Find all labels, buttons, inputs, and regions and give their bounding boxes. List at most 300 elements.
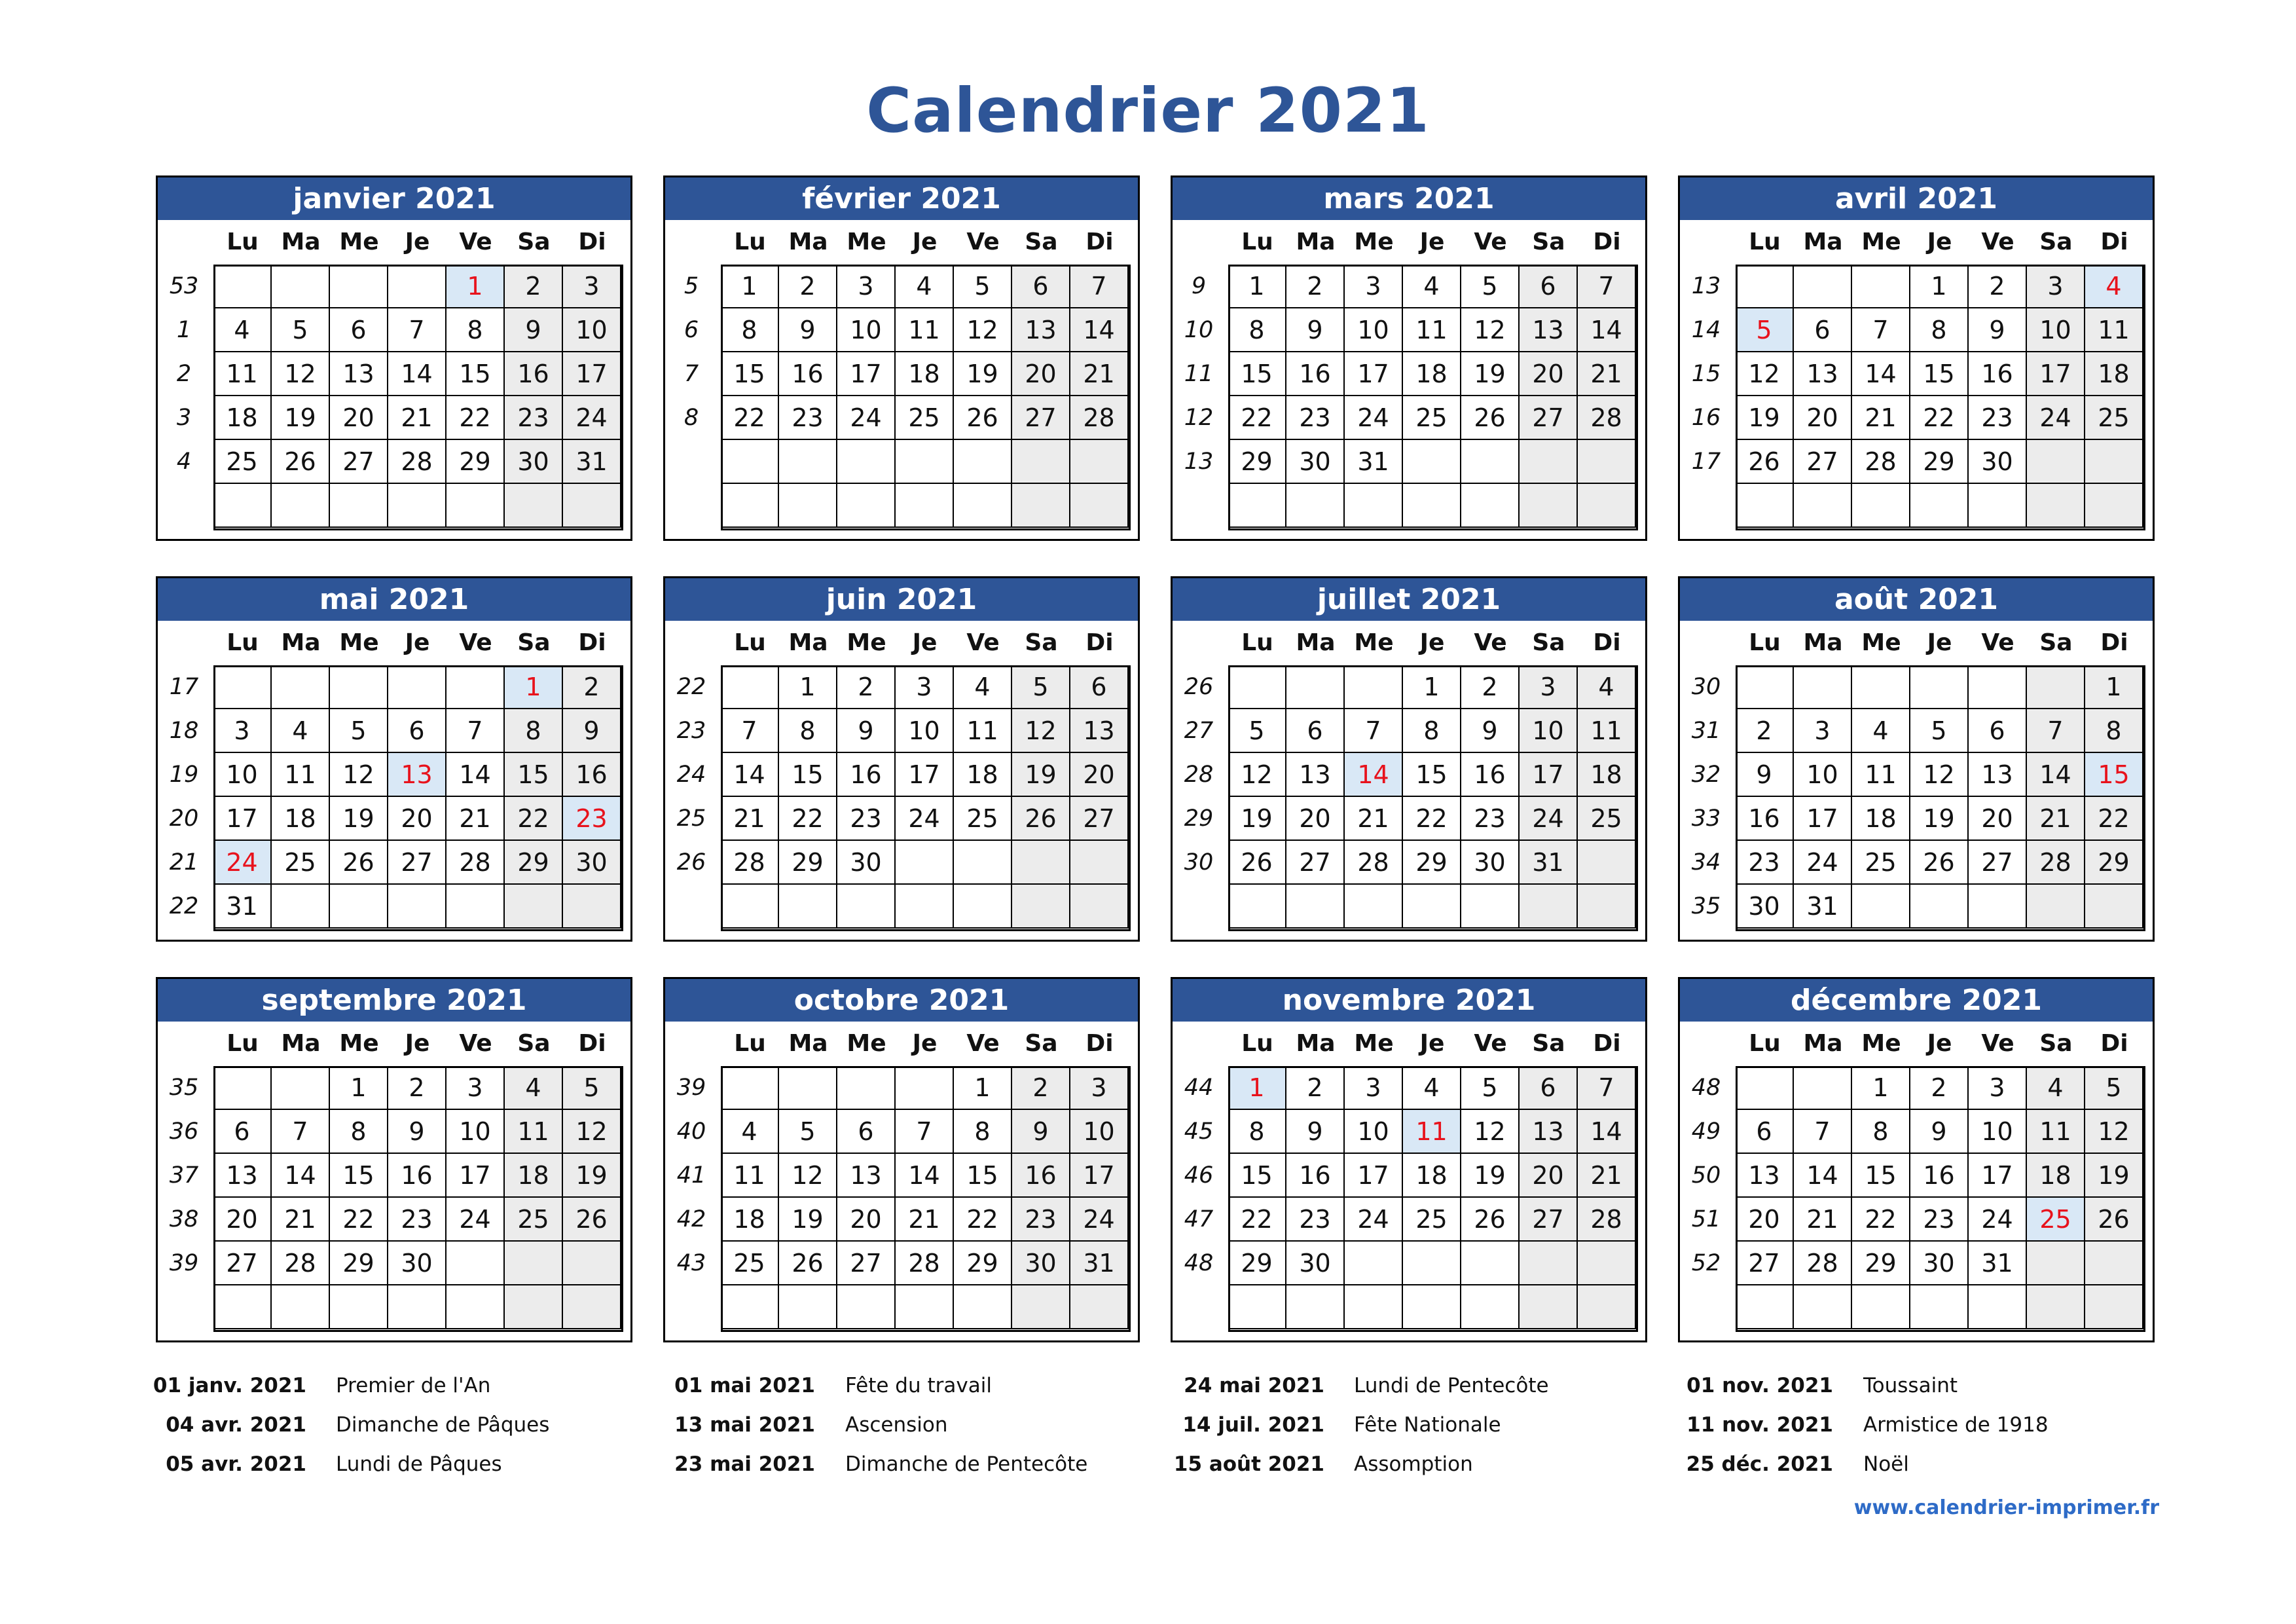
day-cell: 5 [954, 265, 1012, 308]
week-number: 4 [176, 449, 192, 475]
holiday-day-cell: 24 [213, 841, 272, 885]
day-cell: 15 [1852, 1154, 1910, 1198]
weekday-label: Me [339, 1030, 379, 1057]
day-cell [1969, 484, 2027, 528]
day-cell: 29 [2085, 841, 2143, 885]
day-cell: 26 [330, 841, 388, 885]
day-cell: 14 [1578, 1110, 1636, 1154]
day-cell: 3 [1520, 665, 1578, 709]
day-cell: 30 [388, 1242, 446, 1285]
day-cell: 23 [505, 396, 563, 440]
day-cell: 21 [1852, 396, 1910, 440]
day-cell [1070, 440, 1129, 484]
weekday-label: Je [1419, 229, 1445, 255]
day-cell [2085, 1242, 2143, 1285]
day-cell: 8 [2085, 709, 2143, 753]
day-cell: 15 [1228, 1154, 1286, 1198]
day-cell: 26 [1736, 440, 1794, 484]
day-cell: 17 [1345, 352, 1403, 396]
day-cell [1461, 885, 1520, 929]
holiday-date: 23 mai 2021 [674, 1452, 815, 1476]
day-cell [1345, 1285, 1403, 1329]
holiday-name: Dimanche de Pâques [336, 1413, 550, 1437]
day-cell [2027, 1242, 2085, 1285]
day-cell: 30 [1286, 440, 1345, 484]
holiday-date: 01 nov. 2021 [1686, 1374, 1833, 1397]
day-cell [1070, 841, 1129, 885]
day-cell: 13 [1520, 1110, 1578, 1154]
day-cell [272, 265, 330, 308]
day-cell: 25 [721, 1242, 779, 1285]
day-cell [446, 484, 505, 528]
day-cell [330, 885, 388, 929]
day-cell [388, 885, 446, 929]
week-number: 46 [1184, 1162, 1214, 1189]
day-cell: 3 [563, 265, 621, 308]
day-cell: 25 [1403, 1198, 1461, 1242]
week-number: 35 [169, 1075, 199, 1101]
weekday-label: Ve [1981, 629, 2014, 656]
day-cell: 16 [388, 1154, 446, 1198]
day-cell: 18 [1578, 753, 1636, 797]
day-cell: 11 [505, 1110, 563, 1154]
weekday-label: Sa [1025, 629, 1058, 656]
day-cell: 6 [1286, 709, 1345, 753]
weekday-label: Me [1354, 1030, 1394, 1057]
day-cell: 13 [330, 352, 388, 396]
weekday-label: Ve [459, 229, 492, 255]
day-cell: 15 [721, 352, 779, 396]
week-number: 8 [683, 405, 699, 431]
day-cell [954, 484, 1012, 528]
day-cell: 26 [563, 1198, 621, 1242]
weekday-header-row [1680, 1022, 2153, 1066]
week-number: 44 [1184, 1075, 1214, 1101]
day-cell [1286, 885, 1345, 929]
day-cell: 4 [721, 1110, 779, 1154]
month-calendar [156, 977, 632, 1342]
weekday-label: Je [405, 229, 430, 255]
day-cell [1403, 440, 1461, 484]
week-number: 36 [169, 1118, 199, 1145]
month-calendar [1171, 977, 1647, 1342]
day-cell: 27 [1070, 797, 1129, 841]
weekday-header-row [158, 220, 630, 265]
day-cell: 5 [1910, 709, 1969, 753]
day-cell: 1 [1403, 665, 1461, 709]
month-title: septembre 2021 [158, 979, 630, 1022]
day-cell: 18 [272, 797, 330, 841]
day-cell: 27 [1794, 440, 1852, 484]
weekday-header-row [665, 220, 1138, 265]
day-cell [1520, 885, 1578, 929]
day-cell: 30 [1012, 1242, 1070, 1285]
day-cell: 18 [213, 396, 272, 440]
day-cell: 9 [1286, 1110, 1345, 1154]
day-cell [272, 484, 330, 528]
day-cell: 24 [896, 797, 954, 841]
week-number: 7 [683, 361, 699, 387]
day-cell: 18 [721, 1198, 779, 1242]
week-number: 39 [169, 1250, 199, 1276]
day-cell [896, 1285, 954, 1329]
day-cell [1345, 484, 1403, 528]
day-cell: 4 [1403, 1066, 1461, 1110]
day-cell: 17 [1070, 1154, 1129, 1198]
day-cell: 12 [1736, 352, 1794, 396]
day-cell: 27 [1736, 1242, 1794, 1285]
day-cell [779, 885, 837, 929]
day-cell: 18 [1403, 352, 1461, 396]
week-number: 21 [169, 849, 199, 876]
day-cell: 10 [1070, 1110, 1129, 1154]
day-cell [1012, 440, 1070, 484]
day-cell [1520, 1242, 1578, 1285]
day-cell: 25 [954, 797, 1012, 841]
day-cell [1286, 484, 1345, 528]
day-cell: 16 [505, 352, 563, 396]
weekday-label: Sa [1532, 229, 1565, 255]
day-cell [1578, 484, 1636, 528]
day-cell [505, 484, 563, 528]
day-cell [388, 1285, 446, 1329]
week-number: 23 [676, 718, 706, 744]
day-cell: 30 [1910, 1242, 1969, 1285]
day-cell: 5 [330, 709, 388, 753]
week-number: 42 [676, 1206, 706, 1232]
weekday-label: Lu [1241, 229, 1273, 255]
day-cell: 29 [330, 1242, 388, 1285]
day-cell: 20 [213, 1198, 272, 1242]
day-cell: 2 [1286, 1066, 1345, 1110]
weekday-label: Di [1085, 629, 1114, 656]
day-cell: 12 [1461, 1110, 1520, 1154]
day-cell [1910, 885, 1969, 929]
day-cell: 16 [837, 753, 896, 797]
day-cell: 19 [779, 1198, 837, 1242]
day-cell: 17 [563, 352, 621, 396]
day-cell: 27 [1520, 396, 1578, 440]
weekday-label: Ma [1296, 629, 1336, 656]
day-cell: 15 [1910, 352, 1969, 396]
holiday-date: 15 août 2021 [1173, 1452, 1324, 1476]
day-cell: 16 [1012, 1154, 1070, 1198]
day-cell: 28 [1345, 841, 1403, 885]
website-link[interactable]: www.calendrier-imprimer.fr [1853, 1496, 2159, 1519]
day-cell: 29 [1228, 1242, 1286, 1285]
day-cell: 17 [1969, 1154, 2027, 1198]
day-cell: 20 [837, 1198, 896, 1242]
day-cell: 9 [1736, 753, 1794, 797]
day-cell: 25 [213, 440, 272, 484]
day-cell: 7 [1794, 1110, 1852, 1154]
day-cell [1852, 1285, 1910, 1329]
week-number: 32 [1691, 762, 1721, 788]
day-cell: 31 [1345, 440, 1403, 484]
day-cell: 18 [1852, 797, 1910, 841]
day-cell [213, 1285, 272, 1329]
weekday-label: Di [2100, 629, 2128, 656]
day-cell: 28 [1070, 396, 1129, 440]
day-cell: 15 [505, 753, 563, 797]
day-cell: 27 [213, 1242, 272, 1285]
day-cell: 4 [505, 1066, 563, 1110]
holiday-day-cell: 11 [1403, 1110, 1461, 1154]
week-number: 27 [1184, 718, 1214, 744]
holiday-name: Fête du travail [845, 1374, 992, 1397]
day-cell [1012, 885, 1070, 929]
day-cell [505, 885, 563, 929]
weekday-label: Je [405, 1030, 430, 1057]
day-cell [1520, 484, 1578, 528]
day-grid [721, 1066, 1131, 1332]
day-cell [2027, 440, 2085, 484]
day-cell: 26 [1910, 841, 1969, 885]
day-cell: 20 [1736, 1198, 1794, 1242]
month-calendar [156, 175, 632, 541]
weekday-label: Ma [1803, 1030, 1843, 1057]
day-cell: 5 [1228, 709, 1286, 753]
day-cell: 8 [721, 308, 779, 352]
day-cell: 14 [1578, 308, 1636, 352]
day-cell: 21 [446, 797, 505, 841]
day-cell: 4 [272, 709, 330, 753]
week-number: 28 [1184, 762, 1214, 788]
month-calendar [1171, 576, 1647, 942]
holiday-day-cell: 5 [1736, 308, 1794, 352]
day-cell [388, 484, 446, 528]
weekday-label: Lu [1241, 1030, 1273, 1057]
day-cell: 27 [837, 1242, 896, 1285]
day-cell: 28 [388, 440, 446, 484]
day-cell: 2 [505, 265, 563, 308]
holiday-date: 24 mai 2021 [1184, 1374, 1324, 1397]
day-cell [721, 484, 779, 528]
day-cell: 2 [1969, 265, 2027, 308]
day-cell: 25 [896, 396, 954, 440]
weekday-label: Sa [1532, 1030, 1565, 1057]
day-cell: 24 [837, 396, 896, 440]
week-number: 9 [1191, 273, 1207, 299]
day-cell [563, 1285, 621, 1329]
day-grid [1736, 665, 2145, 931]
weekday-header-row [665, 1022, 1138, 1066]
day-cell: 16 [779, 352, 837, 396]
day-cell [896, 1066, 954, 1110]
day-cell: 11 [1578, 709, 1636, 753]
day-cell: 6 [837, 1110, 896, 1154]
week-number: 35 [1691, 893, 1721, 919]
day-cell: 11 [2085, 308, 2143, 352]
day-cell: 9 [1969, 308, 2027, 352]
day-cell: 3 [1345, 1066, 1403, 1110]
day-grid [1736, 1066, 2145, 1332]
day-cell: 3 [213, 709, 272, 753]
day-cell: 6 [1736, 1110, 1794, 1154]
day-cell [837, 1066, 896, 1110]
day-cell: 28 [1578, 1198, 1636, 1242]
day-cell [1345, 885, 1403, 929]
weekday-label: Di [1085, 1030, 1114, 1057]
day-cell: 20 [1012, 352, 1070, 396]
day-cell [1969, 885, 2027, 929]
day-cell [272, 1066, 330, 1110]
day-cell: 14 [272, 1154, 330, 1198]
day-cell [388, 265, 446, 308]
day-cell: 20 [1286, 797, 1345, 841]
day-cell: 27 [330, 440, 388, 484]
day-cell: 31 [1794, 885, 1852, 929]
day-cell: 31 [213, 885, 272, 929]
holiday-day-cell: 13 [388, 753, 446, 797]
holiday-day-cell: 14 [1345, 753, 1403, 797]
day-cell: 20 [1969, 797, 2027, 841]
day-cell: 24 [1520, 797, 1578, 841]
day-cell: 2 [1286, 265, 1345, 308]
day-cell: 21 [388, 396, 446, 440]
day-cell: 22 [954, 1198, 1012, 1242]
day-cell [2027, 484, 2085, 528]
day-cell: 31 [1070, 1242, 1129, 1285]
day-cell: 19 [1012, 753, 1070, 797]
day-cell: 30 [1969, 440, 2027, 484]
weekday-label: Lu [734, 629, 766, 656]
holiday-name: Premier de l'An [336, 1374, 491, 1397]
day-cell [1969, 665, 2027, 709]
day-cell: 5 [2085, 1066, 2143, 1110]
week-number: 37 [169, 1162, 199, 1189]
day-cell: 13 [213, 1154, 272, 1198]
week-number: 16 [1691, 405, 1721, 431]
weekday-label: Ma [281, 1030, 321, 1057]
day-cell: 18 [2085, 352, 2143, 396]
day-cell: 26 [1228, 841, 1286, 885]
week-number: 45 [1184, 1118, 1214, 1145]
day-cell: 25 [505, 1198, 563, 1242]
day-cell: 14 [1852, 352, 1910, 396]
month-calendar [1171, 175, 1647, 541]
holiday-date: 11 nov. 2021 [1686, 1413, 1833, 1437]
week-number: 14 [1691, 317, 1721, 343]
weekday-label: Di [1085, 229, 1114, 255]
week-number: 39 [676, 1075, 706, 1101]
day-cell: 25 [2085, 396, 2143, 440]
day-cell [896, 484, 954, 528]
weekday-label: Lu [227, 229, 259, 255]
day-grid [1228, 265, 1638, 530]
day-cell: 6 [330, 308, 388, 352]
weekday-label: Me [1861, 229, 1901, 255]
day-cell: 21 [1578, 1154, 1636, 1198]
day-cell [1286, 1285, 1345, 1329]
day-cell: 8 [954, 1110, 1012, 1154]
day-cell [1228, 1285, 1286, 1329]
day-cell: 9 [779, 308, 837, 352]
holiday-date: 05 avr. 2021 [166, 1452, 306, 1476]
day-cell: 8 [1403, 709, 1461, 753]
day-cell: 2 [837, 665, 896, 709]
day-cell: 1 [2085, 665, 2143, 709]
day-cell: 13 [1070, 709, 1129, 753]
month-title: juillet 2021 [1173, 578, 1645, 621]
day-grid [721, 265, 1131, 530]
day-cell: 1 [954, 1066, 1012, 1110]
day-cell: 22 [1852, 1198, 1910, 1242]
month-title: novembre 2021 [1173, 979, 1645, 1022]
day-cell: 22 [1228, 1198, 1286, 1242]
day-cell: 1 [1910, 265, 1969, 308]
day-cell: 8 [505, 709, 563, 753]
day-cell: 12 [1228, 753, 1286, 797]
day-cell: 6 [1012, 265, 1070, 308]
day-cell [1012, 484, 1070, 528]
day-cell: 27 [1012, 396, 1070, 440]
day-cell: 30 [1736, 885, 1794, 929]
day-cell: 13 [1012, 308, 1070, 352]
day-cell: 6 [1520, 1066, 1578, 1110]
weekday-label: Di [2100, 1030, 2128, 1057]
week-number: 13 [1184, 449, 1214, 475]
week-number: 38 [169, 1206, 199, 1232]
day-cell: 30 [1286, 1242, 1345, 1285]
day-cell: 24 [1794, 841, 1852, 885]
day-cell [2027, 885, 2085, 929]
weekday-label: Ve [1474, 1030, 1507, 1057]
day-cell [721, 440, 779, 484]
day-cell: 8 [330, 1110, 388, 1154]
weekday-label: Di [578, 629, 606, 656]
day-cell [721, 1285, 779, 1329]
day-cell [1852, 265, 1910, 308]
day-cell: 1 [330, 1066, 388, 1110]
day-cell: 1 [1228, 265, 1286, 308]
holiday-name: Lundi de Pentecôte [1354, 1374, 1549, 1397]
day-cell [779, 484, 837, 528]
day-cell [837, 484, 896, 528]
day-cell [505, 1242, 563, 1285]
day-cell [446, 885, 505, 929]
day-cell: 17 [2027, 352, 2085, 396]
day-cell: 3 [2027, 265, 2085, 308]
week-number: 48 [1691, 1075, 1721, 1101]
day-cell: 17 [1794, 797, 1852, 841]
day-cell: 22 [779, 797, 837, 841]
weekday-label: Ve [966, 229, 1000, 255]
day-cell [1461, 1285, 1520, 1329]
day-cell: 13 [1794, 352, 1852, 396]
day-cell [213, 665, 272, 709]
day-cell: 30 [563, 841, 621, 885]
day-cell: 12 [1461, 308, 1520, 352]
day-cell: 14 [1794, 1154, 1852, 1198]
day-cell: 31 [1969, 1242, 2027, 1285]
week-number: 17 [169, 674, 199, 700]
day-cell: 7 [1070, 265, 1129, 308]
day-cell: 7 [446, 709, 505, 753]
week-number: 13 [1691, 273, 1721, 299]
day-cell: 2 [1736, 709, 1794, 753]
week-number: 47 [1184, 1206, 1214, 1232]
holiday-date: 01 mai 2021 [674, 1374, 815, 1397]
weekday-label: Me [847, 629, 886, 656]
day-cell [721, 885, 779, 929]
day-cell [563, 885, 621, 929]
month-title: mai 2021 [158, 578, 630, 621]
month-title: avril 2021 [1680, 177, 2153, 220]
day-cell: 30 [837, 841, 896, 885]
day-cell: 31 [563, 440, 621, 484]
day-cell: 9 [505, 308, 563, 352]
